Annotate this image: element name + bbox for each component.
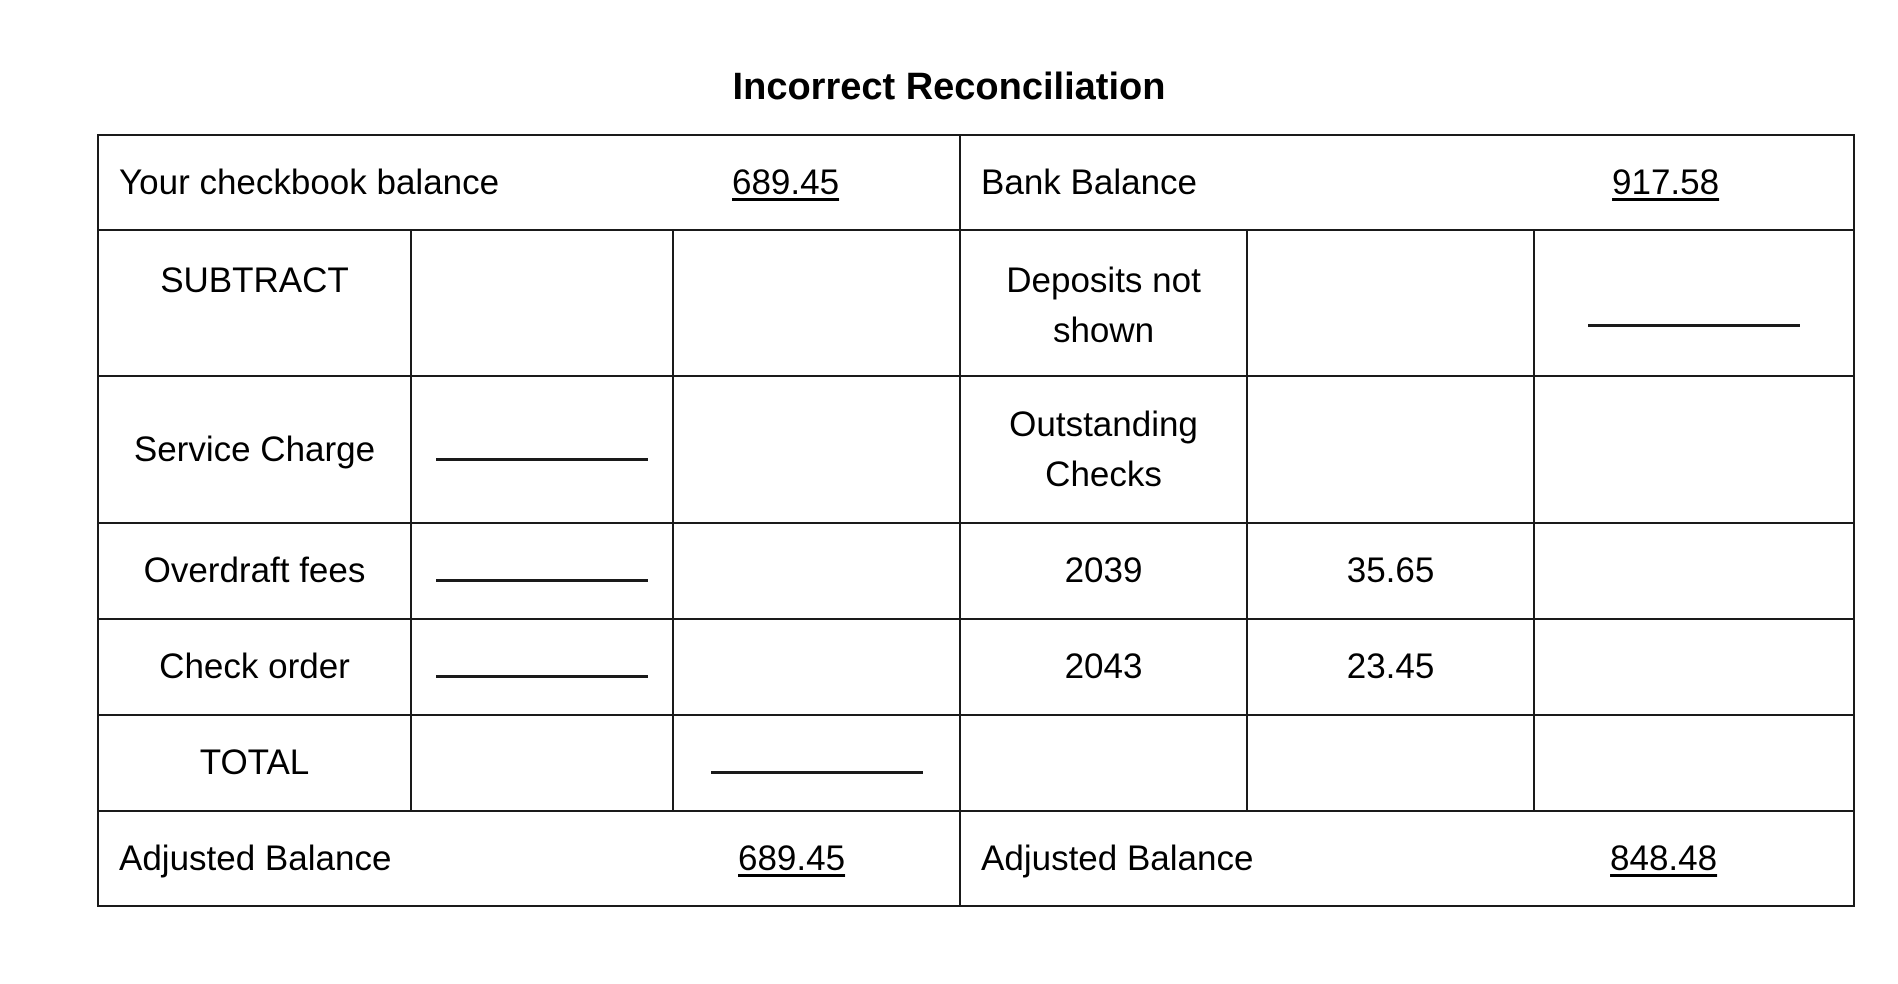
empty-cell	[1534, 523, 1854, 619]
total-blank	[673, 715, 960, 811]
overdraft-fees-label: Overdraft fees	[98, 523, 411, 619]
empty-cell	[673, 230, 960, 376]
service-charge-row	[98, 376, 1854, 523]
reconciliation-table	[97, 134, 1855, 907]
total-row	[98, 715, 1854, 811]
bank-balance-label: Bank Balance	[981, 162, 1198, 202]
bank-balance-value: 917.58	[1612, 162, 1720, 202]
empty-cell	[960, 715, 1247, 811]
checkbook-balance-cell	[98, 135, 960, 230]
outstanding-checks-label: Outstanding Checks	[960, 376, 1247, 523]
left-adjusted-balance-label: Adjusted Balance	[119, 838, 392, 878]
right-adjusted-balance-value: 848.48	[1610, 838, 1718, 878]
bank-balance-cell	[960, 135, 1854, 230]
total-label: TOTAL	[98, 715, 411, 811]
checkbook-balance-value: 689.45	[732, 162, 840, 202]
service-charge-blank	[411, 376, 673, 523]
empty-cell	[1534, 715, 1854, 811]
checkbook-balance-label: Your checkbook balance	[119, 162, 500, 202]
check-amount: 23.45	[1247, 619, 1534, 715]
empty-cell	[411, 715, 673, 811]
empty-cell	[1247, 376, 1534, 523]
blank-line	[436, 458, 648, 461]
empty-cell	[673, 523, 960, 619]
subtract-row	[98, 230, 1854, 376]
check-order-row	[98, 619, 1854, 715]
right-adjusted-balance-cell	[960, 811, 1854, 906]
blank-line	[711, 771, 923, 774]
deposits-label: Deposits not shown	[960, 230, 1247, 376]
adjusted-balance-row	[98, 811, 1854, 906]
overdraft-fees-blank	[411, 523, 673, 619]
right-adjusted-balance-label: Adjusted Balance	[981, 838, 1254, 878]
document-title: Incorrect Reconciliation	[732, 66, 1166, 108]
check-number: 2043	[960, 619, 1247, 715]
blank-line	[1588, 324, 1800, 327]
empty-cell	[1534, 619, 1854, 715]
service-charge-label: Service Charge	[98, 376, 411, 523]
left-adjusted-balance-value: 689.45	[738, 838, 846, 878]
blank-line	[436, 579, 648, 582]
empty-cell	[411, 230, 673, 376]
overdraft-row	[98, 523, 1854, 619]
deposits-blank	[1534, 230, 1854, 376]
empty-cell	[1247, 715, 1534, 811]
empty-cell	[1247, 230, 1534, 376]
empty-cell	[673, 619, 960, 715]
check-order-blank	[411, 619, 673, 715]
check-amount: 35.65	[1247, 523, 1534, 619]
check-number: 2039	[960, 523, 1247, 619]
subtract-label: SUBTRACT	[98, 230, 411, 376]
empty-cell	[1534, 376, 1854, 523]
blank-line	[436, 675, 648, 678]
check-order-label: Check order	[98, 619, 411, 715]
empty-cell	[673, 376, 960, 523]
balance-row	[98, 135, 1854, 230]
left-adjusted-balance-cell	[98, 811, 960, 906]
